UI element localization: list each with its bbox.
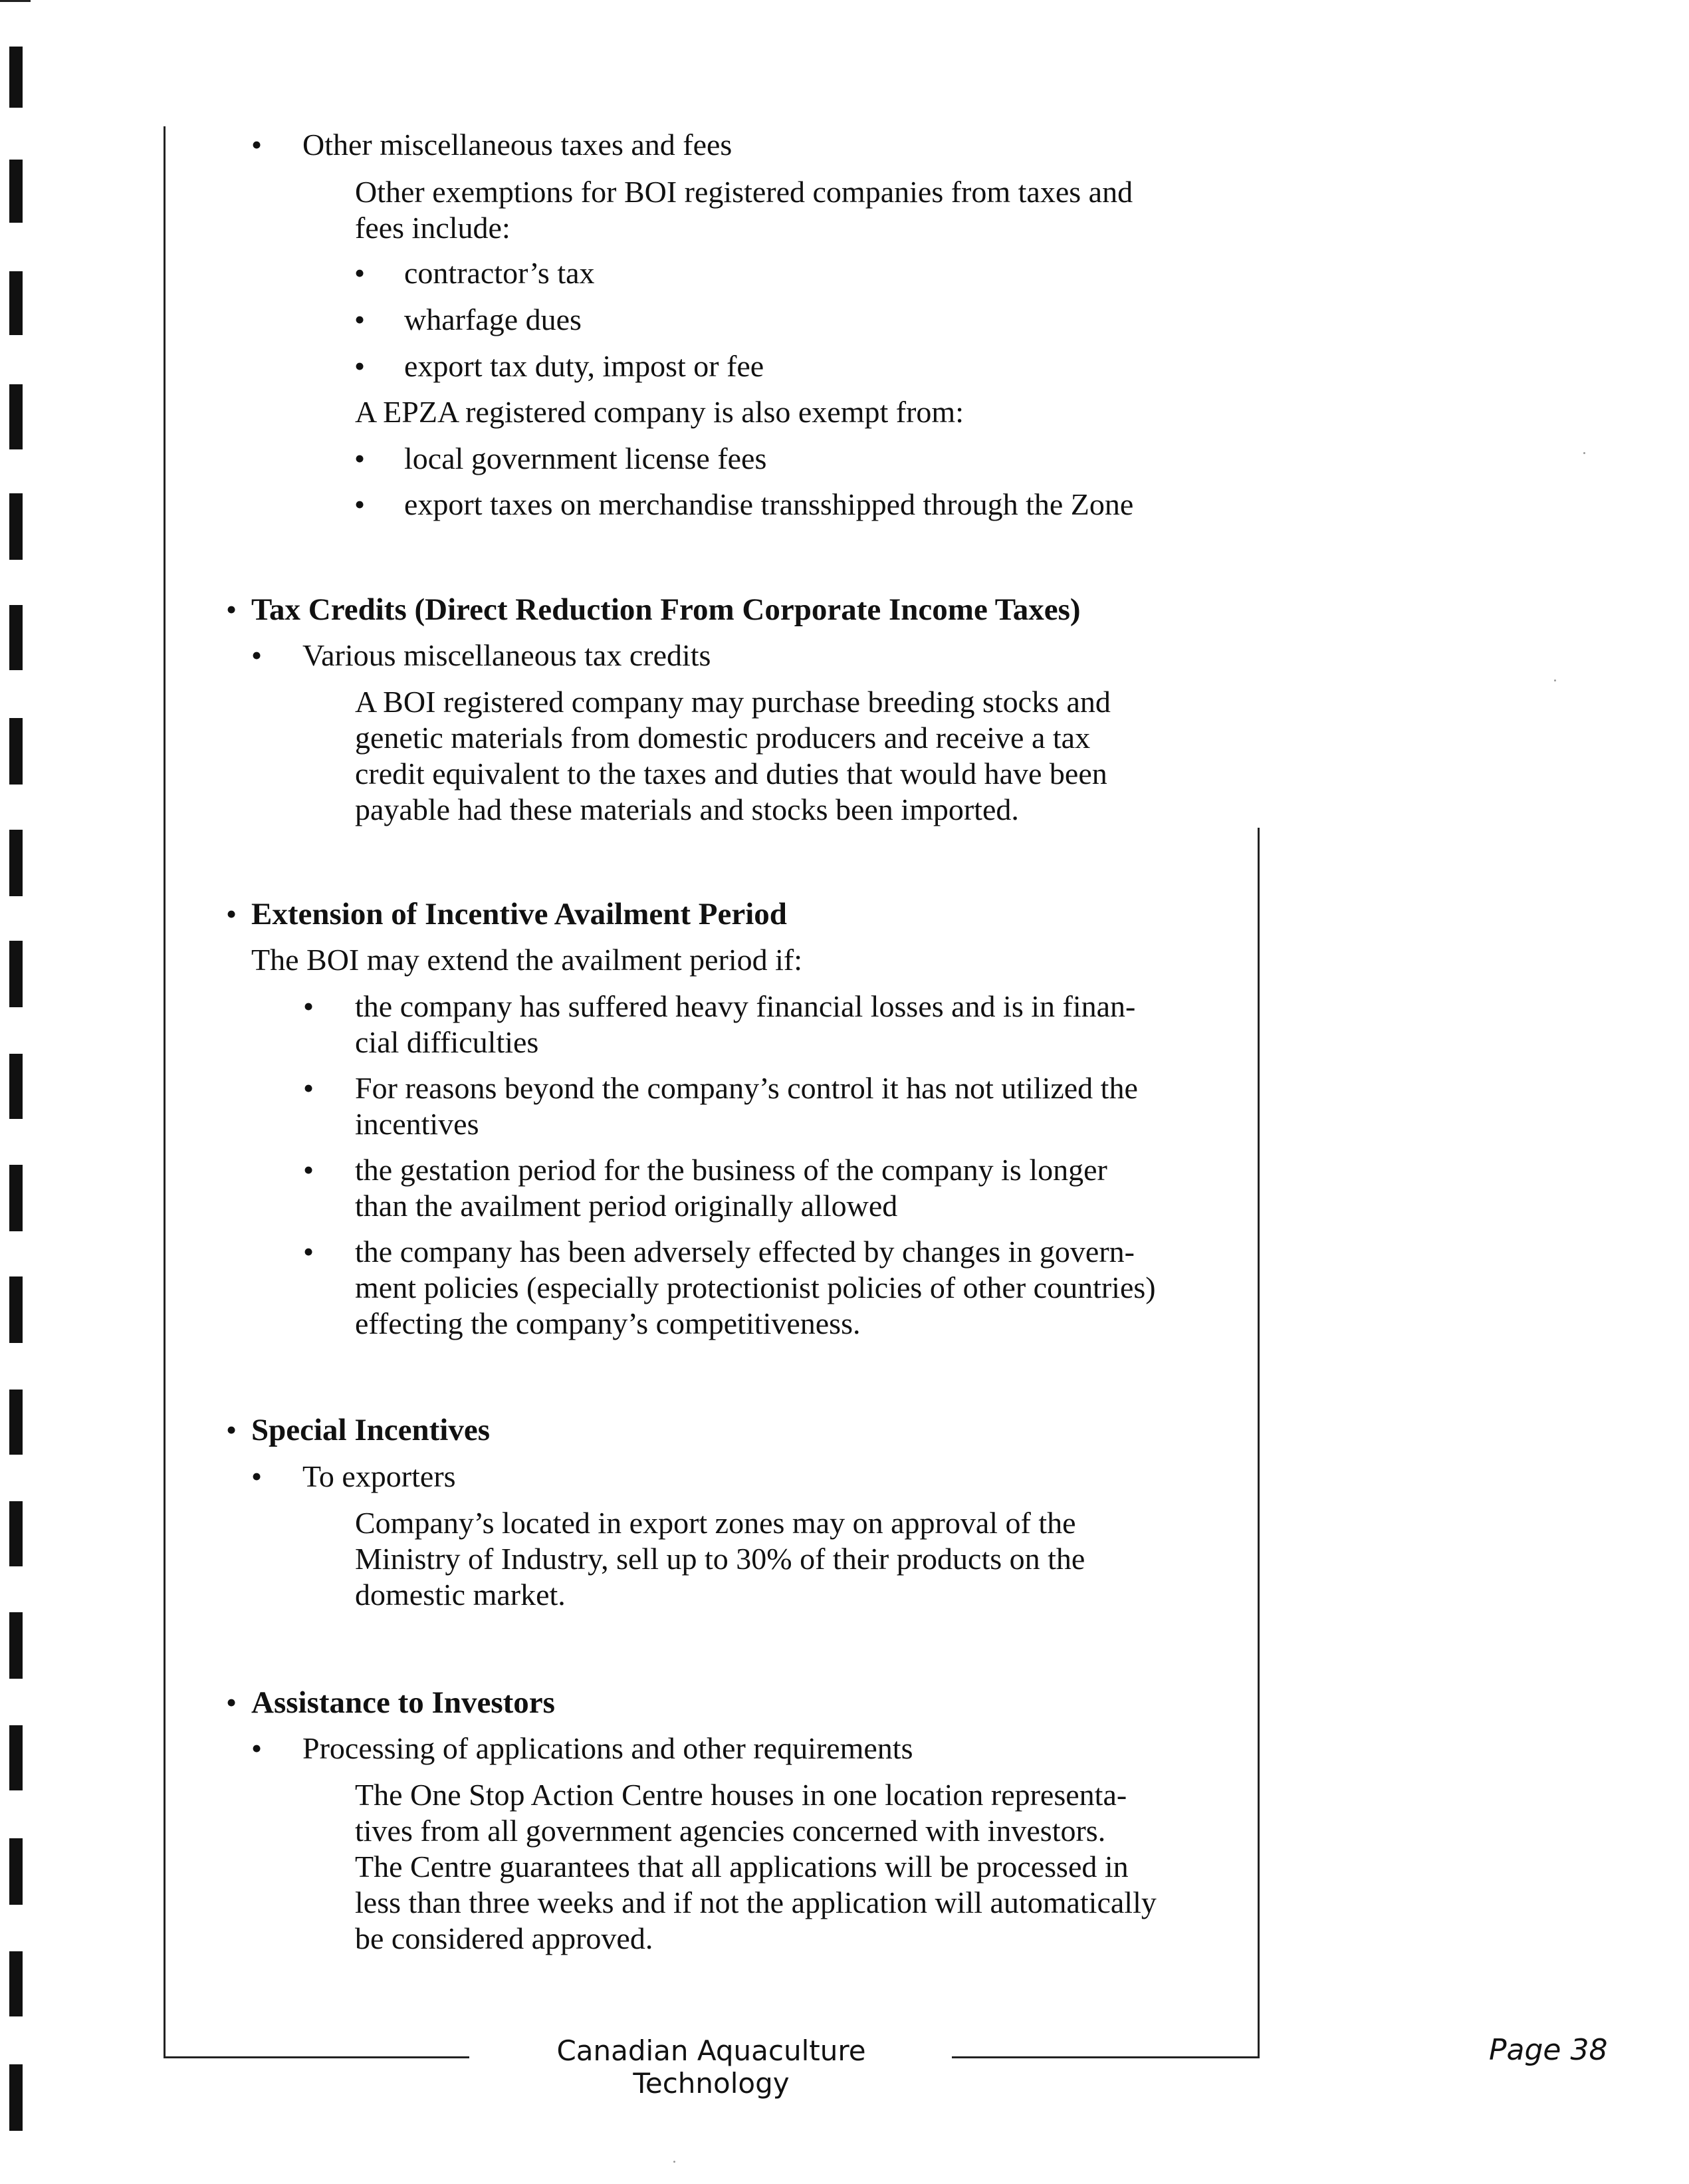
exemption-item: wharfage dues <box>404 303 582 336</box>
bullet: • <box>303 1235 314 1269</box>
extension-item-line: the company has suffered heavy financial losses and is in finan- <box>355 989 1136 1023</box>
extension-item-line: the company has been adversely effected by changes in govern- <box>355 1235 1135 1269</box>
frame-left-rule <box>164 126 166 2058</box>
bullet: • <box>226 897 237 931</box>
footer-rule-left <box>164 2056 469 2058</box>
assistance-para-line: less than three weeks and if not the application will automatically <box>355 1885 1157 1919</box>
binder-hole <box>9 493 23 560</box>
binder-hole <box>9 1838 23 1905</box>
scan-speck <box>1554 679 1556 681</box>
assistance-para-line: The One Stop Action Centre houses in one location representa- <box>355 1778 1127 1812</box>
bullet: • <box>354 487 366 521</box>
binder-hole <box>9 941 23 1007</box>
extension-item-line: cial difficulties <box>355 1025 539 1059</box>
exemption-item: export tax duty, impost or fee <box>404 349 764 383</box>
bullet: • <box>251 128 263 162</box>
page-number: Page 38 <box>1489 2033 1608 2067</box>
binder-hole <box>9 47 23 108</box>
binder-hole <box>9 2064 23 2131</box>
tax-credit-item: Various miscellaneous tax credits <box>302 638 711 672</box>
binder-hole <box>9 1276 23 1343</box>
bullet: • <box>354 441 366 475</box>
misc-para-line: fees include: <box>355 211 510 245</box>
misc-para-line: Other exemptions for BOI registered companies from taxes and <box>355 175 1133 209</box>
bullet: • <box>251 1459 263 1493</box>
extension-item-line: the gestation period for the business of the company is longer <box>355 1153 1107 1187</box>
extension-item-line: than the availment period originally allowed <box>355 1189 898 1223</box>
assistance-para-line: be considered approved. <box>355 1921 653 1955</box>
footer-rule-right <box>952 2056 1260 2058</box>
special-item: To exporters <box>302 1459 456 1493</box>
extension-item-line: ment policies (especially protectionist policies of other countries) <box>355 1271 1156 1304</box>
bullet: • <box>354 349 366 383</box>
misc-item: Other miscellaneous taxes and fees <box>302 128 732 162</box>
tax-credit-para-line: genetic materials from domestic producers and receive a tax <box>355 721 1091 755</box>
binder-hole <box>9 1054 23 1119</box>
section-heading: Extension of Incentive Availment Period <box>251 897 787 931</box>
binder-hole <box>9 384 23 449</box>
bullet: • <box>354 256 366 290</box>
tax-credit-para-line: A BOI registered company may purchase breeding stocks and <box>355 685 1111 719</box>
footer-title: Canadian Aquaculture Technology <box>556 2034 866 2100</box>
binder-hole <box>9 718 23 785</box>
bullet: • <box>251 638 263 672</box>
epza-intro: A EPZA registered company is also exempt from: <box>355 395 964 429</box>
bullet: • <box>226 1685 237 1719</box>
corner-mark <box>0 0 31 2</box>
special-para-line: Ministry of Industry, sell up to 30% of their products on the <box>355 1542 1085 1576</box>
binder-hole <box>9 271 23 335</box>
binder-hole <box>9 605 23 670</box>
section-heading: Tax Credits (Direct Reduction From Corporate Income Taxes) <box>251 592 1081 627</box>
assistance-para-line: The Centre guarantees that all applications will be processed in <box>355 1850 1129 1883</box>
special-para-line: Company’s located in export zones may on approval of the <box>355 1506 1076 1540</box>
bullet: • <box>226 592 237 626</box>
extension-item-line: effecting the company’s competitiveness. <box>355 1306 861 1340</box>
bullet: • <box>251 1731 263 1765</box>
binder-hole <box>9 1390 23 1455</box>
epza-item: local government license fees <box>404 441 767 475</box>
scan-speck <box>1583 452 1585 454</box>
binder-hole <box>9 1951 23 2016</box>
binder-hole <box>9 1501 23 1566</box>
exemption-item: contractor’s tax <box>404 256 595 290</box>
bullet: • <box>303 1153 314 1187</box>
extension-intro: The BOI may extend the availment period if: <box>251 943 803 977</box>
tax-credit-para-line: payable had these materials and stocks been imported. <box>355 792 1019 826</box>
binder-hole <box>9 1612 23 1679</box>
scan-speck <box>673 2161 675 2163</box>
bullet: • <box>226 1413 237 1447</box>
binder-hole <box>9 1165 23 1231</box>
binder-hole <box>9 1725 23 1790</box>
assistance-para-line: tives from all government agencies concerned with investors. <box>355 1814 1106 1848</box>
bullet: • <box>303 1071 314 1105</box>
extension-item-line: incentives <box>355 1107 479 1141</box>
tax-credit-para-line: credit equivalent to the taxes and duties that would have been <box>355 757 1107 790</box>
binder-hole <box>9 160 23 223</box>
binder-hole <box>9 830 23 896</box>
epza-item: export taxes on merchandise transshipped through the Zone <box>404 487 1134 521</box>
assistance-item: Processing of applications and other requirements <box>302 1731 913 1765</box>
extension-item-line: For reasons beyond the company’s control it has not utilized the <box>355 1071 1138 1105</box>
special-para-line: domestic market. <box>355 1578 566 1612</box>
bullet: • <box>354 303 366 336</box>
section-heading: Special Incentives <box>251 1413 491 1447</box>
section-heading: Assistance to Investors <box>251 1685 555 1720</box>
frame-right-rule <box>1258 828 1260 2058</box>
bullet: • <box>303 989 314 1023</box>
